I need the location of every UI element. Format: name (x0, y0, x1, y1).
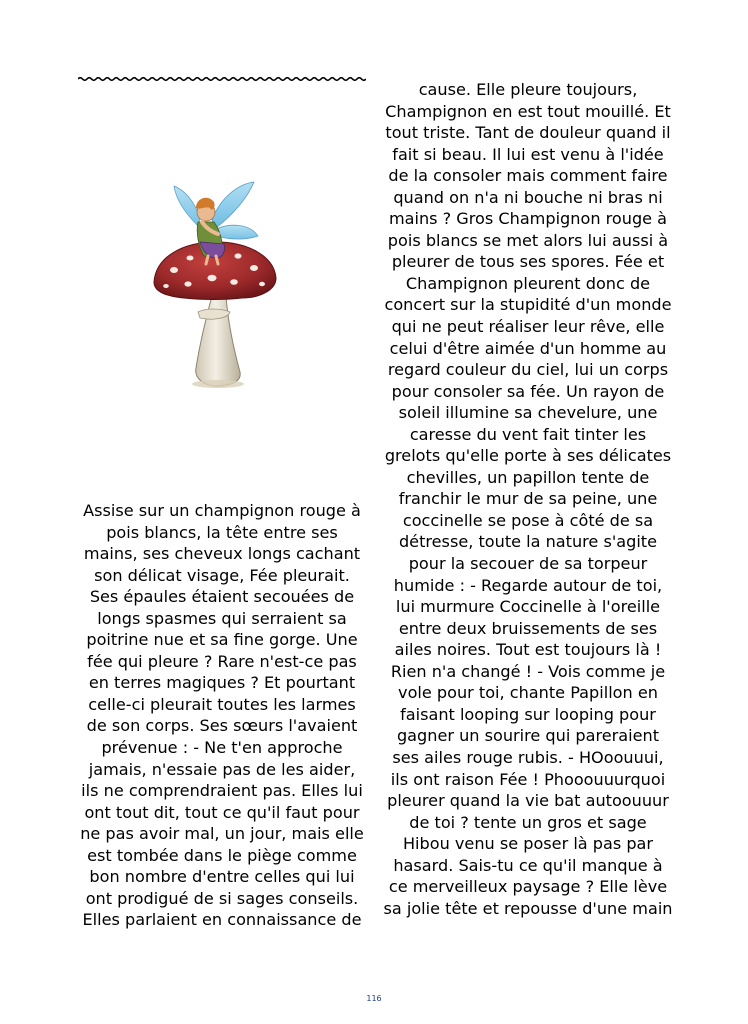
text-line: franchir le mur de sa peine, une (398, 489, 658, 509)
text-line: de son corps. Ses sœurs l'avaient (86, 716, 358, 736)
text-line: quand on n'a ni bouche ni bras ni (393, 187, 663, 207)
text-line: qui ne peut réaliser leur rêve, elle (391, 317, 665, 337)
text-line: pour consoler sa fée. Un rayon de (391, 381, 665, 401)
text-line: sa jolie tête et repousse d'une main (383, 898, 673, 918)
text-line: prévenue : - Ne t'en approche (101, 738, 343, 758)
text-line: tout triste. Tant de douleur quand il (385, 123, 671, 143)
text-line: Champignon en est tout mouillé. Et (385, 101, 671, 121)
text-line: pleurer quand la vie bat autoouuur (387, 791, 669, 811)
text-line: faisant looping sur looping pour (400, 704, 656, 724)
text-line: poitrine nue et sa fine gorge. Une (86, 630, 358, 650)
mushroom-stem (192, 296, 244, 388)
text-line: ont tout dit, tout ce qu'il faut pour (84, 802, 360, 822)
text-line: Champignon pleurent donc de (405, 273, 651, 293)
text-line: bon nombre d'entre celles qui lui (89, 867, 355, 887)
text-line: mains ? Gros Champignon rouge à (388, 209, 668, 229)
text-line: cause. Elle pleure toujours, (418, 80, 638, 99)
right-text-column (383, 79, 673, 919)
text-line: pois blancs, la tête entre ses (106, 522, 338, 542)
text-line: Rien n'a changé ! - Vois comme je (390, 661, 666, 681)
text-line: en terres magiques ? Et pourtant (88, 673, 356, 693)
text-line: humide : - Regarde autour de toi, (393, 575, 663, 595)
wavy-line (78, 78, 366, 81)
text-line: pour la secouer de sa torpeur (408, 554, 648, 574)
text-line: ne pas avoir mal, un jour, mais elle (80, 824, 364, 844)
text-line: chevilles, un papillon tente de (406, 467, 650, 487)
text-line: celle-ci pleurait toutes les larmes (88, 694, 356, 714)
text-line: ses ailes rouge rubis. - HOoouuui, (392, 747, 664, 767)
text-line: entre deux bruissements de ses (398, 618, 658, 638)
text-line: concert sur la stupidité d'un monde (384, 295, 672, 315)
text-line: pois blancs se met alors lui aussi à (387, 230, 669, 250)
text-line: Ses épaules étaient secouées de (89, 587, 355, 607)
text-line: Hibou venu se poser là pas par (402, 834, 654, 854)
text-line: ce merveilleux paysage ? Elle lève (388, 877, 668, 897)
text-line: fait si beau. Il lui est venu à l'idée (392, 144, 664, 164)
text-line: est tombée dans le piège comme (87, 845, 357, 865)
text-line: celui d'être aimée d'un homme au (389, 338, 667, 358)
text-line: pleurer de tous ses spores. Fée et (391, 252, 665, 272)
wavy-divider (78, 72, 366, 86)
text-line: ont prodigué de si sages conseils. (85, 888, 359, 908)
text-line: mains, ses cheveux longs cachant (83, 544, 361, 564)
text-line: gagner un sourire qui pareraient (396, 726, 660, 746)
text-line: coccinelle se pose à côté de sa (402, 510, 654, 530)
text-line: ils ont raison Fée ! Phooouuurquoi (390, 769, 666, 789)
left-text-column (78, 500, 366, 931)
text-line: ils ne comprendraient pas. Elles lui (81, 781, 363, 801)
text-line: ailes noires. Tout est toujours là ! (394, 640, 662, 660)
text-line: regard couleur du ciel, lui un corps (387, 360, 669, 380)
text-line: grelots qu'elle porte à ses délicates (384, 446, 672, 466)
text-line: longs spasmes qui serraient sa (97, 608, 347, 628)
text-line: jamais, n'essaie pas de les aider, (88, 759, 356, 779)
page-number: 116 (366, 994, 382, 1003)
text-line: Assise sur un champignon rouge à (83, 501, 361, 520)
text-line: soleil illumine sa chevelure, une (398, 403, 658, 423)
text-line: vole pour toi, chante Papillon en (398, 683, 658, 703)
text-line: caresse du vent fait tinter les (409, 424, 647, 444)
text-line: de la consoler mais comment faire (388, 166, 668, 186)
text-line: hasard. Sais-tu ce qu'il manque à (393, 855, 663, 875)
fairy-on-mushroom-illustration (150, 178, 280, 392)
text-line: fée qui pleure ? Rare n'est-ce pas (87, 651, 357, 671)
text-line: Elles parlaient en connaissance de (82, 910, 362, 930)
text-line: lui murmure Coccinelle à l'oreille (395, 597, 661, 617)
text-line: de toi ? tente un gros et sage (409, 812, 647, 832)
text-line: son délicat visage, Fée pleurait. (94, 565, 350, 585)
text-line: détresse, toute la nature s'agite (398, 532, 658, 552)
